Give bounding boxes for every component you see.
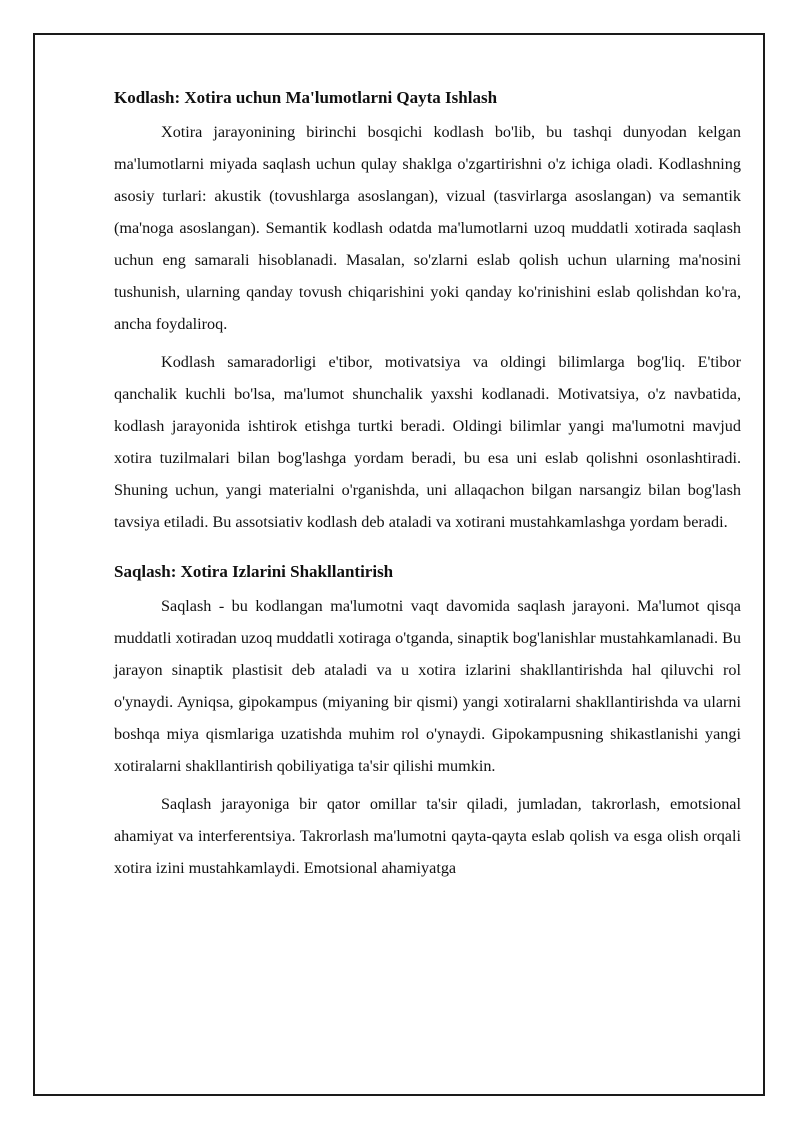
document-body xyxy=(114,86,741,890)
paragraph: Kodlash samaradorligi e'tibor, motivatsiya va oldingi bilimlarga bog'liq. E'tibor qanchalik kuchli bo'lsa, ma'lumot shunchalik yaxshi kodlanadi. Motivatsiya, o'z navbatida, kodlash jarayonida ishtirok etishga turtki beradi. Oldingi bilimlar yangi ma'lumotni mavjud xotira tuzilmalari bilan bog'lashga yordam beradi, bu esa uni eslab qolishni osonlashtiradi. Shuning uchun, yangi materialni o'rganishda, uni allaqachon bilgan narsangiz bilan bog'lash tavsiya etiladi. Bu assotsiativ kodlash deb ataladi va xotirani mustahkamlashga yordam beradi. xyxy=(114,353,741,531)
paragraph: Xotira jarayonining birinchi bosqichi kodlash bo'lib, bu tashqi dunyodan kelgan ma'lumotlarni miyada saqlash uchun qulay shaklga o'zgartirishni o'z ichiga oladi. Kodlashning asosiy turlari: akustik (tovushlarga asoslangan), vizual (tasvirlarga asoslangan) va semantik (ma'noga asoslangan). Semantik kodlash odatda ma'lumotlarni uzoq muddatli xotirada saqlash uchun eng samarali hisoblanadi. Masalan, so'zlarni eslab qolish uchun ularning ma'nosini tushunish, ularning qanday tovush chiqarishini yoki qanday ko'rinishini eslab qolishdan ko'ra, ancha foydaliroq. xyxy=(114,123,741,333)
section-heading-kodlash: Kodlash: Xotira uchun Ma'lumotlarni Qayta Ishlash xyxy=(114,88,498,107)
paragraph: Saqlash - bu kodlangan ma'lumotni vaqt davomida saqlash jarayoni. Ma'lumot qisqa muddatli xotiradan uzoq muddatli xotiraga o'tganda, sinaptik bog'lanishlar mustahkamlanadi. Bu jarayon sinaptik plastisit deb ataladi va u xotira izlarini shakllantirishda hal qiluvchi rol o'ynaydi. Ayniqsa, gipokampus (miyaning bir qismi) yangi xotiralarni shakllantirishda va ularni boshqa miya qismlariga uzatishda muhim rol o'ynaydi. Gipokampusning shikastlanishi yangi xotiralarni shakllantirish qobiliyatiga ta'sir qilishi mumkin. xyxy=(114,597,741,775)
paragraph: Saqlash jarayoniga bir qator omillar ta'sir qiladi, jumladan, takrorlash, emotsional ahamiyat va interferentsiya. Takrorlash ma'lumotni qayta-qayta eslab qolish va esga olish orqali xotira izini mustahkamlaydi. Emotsional ahamiyatga xyxy=(114,795,741,877)
section-heading-saqlash: Saqlash: Xotira Izlarini Shakllantirish xyxy=(114,562,394,581)
